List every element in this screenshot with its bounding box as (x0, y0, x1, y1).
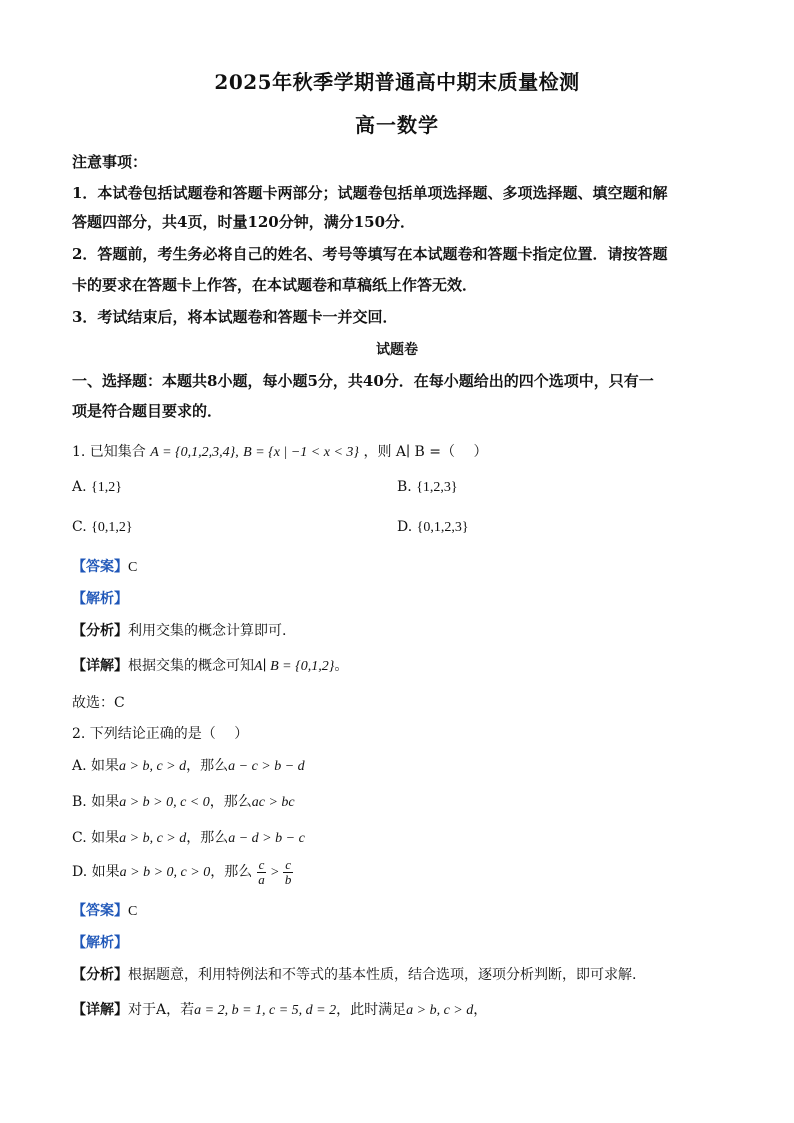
question-1-answer: 【答案】C (72, 559, 138, 575)
notice-2-line-1: 2．答题前，考生务必将自己的姓名、考号等填写在本试题卷和答题卡指定位置．请按答题 (72, 245, 668, 263)
notice-1-line-2: 答题四部分，共4页，时量120分钟，满分150分． (72, 213, 416, 231)
question-1-option-c: C. {0,1,2} (72, 519, 133, 535)
notice-2-line-2: 卡的要求在答题卡上作答，在本试题卷和草稿纸上作答无效． (72, 276, 478, 294)
question-2-analysis-label: 【解析】 (72, 935, 128, 951)
fraction-c-over-a: $\frac{c}{a}$ (258, 857, 265, 887)
question-1-set-a: A = {0,1,2,3,4} (150, 445, 236, 460)
question-2-option-b: B. 如果a > b > 0, c < 0，那么ac > bc (72, 794, 295, 810)
question-1-option-d: D. {0,1,2,3} (397, 519, 469, 535)
paper-label: 试题卷 (376, 342, 418, 358)
question-2-answer: 【答案】C (72, 903, 138, 919)
question-2: 2. 下列结论正确的是（ ） (72, 726, 249, 742)
question-2-fenxi: 【分析】根据题意，利用特例法和不等式的基本性质，结合选项，逐项分析判断，即可求解. (72, 967, 637, 983)
question-1-option-a: A. {1,2} (72, 479, 122, 495)
question-1-fenxi: 【分析】利用交集的概念计算即可. (72, 623, 287, 639)
section-heading-line-2: 项是符合题目要求的． (72, 402, 223, 420)
exam-title: 2025年秋季学期普通高中期末质量检测 (214, 70, 580, 94)
notice-heading: 注意事项： (72, 153, 148, 171)
question-2-option-c: C. 如果a > b, c > d，那么a − d > b − c (72, 830, 305, 846)
question-2-option-d: D. 如果a > b > 0, c > 0，那么 $\frac{c}{a}$ > $\frac{c}{b}$ (72, 857, 292, 887)
question-1-set-b: B = {x | −1 < x < 3} (243, 445, 359, 460)
fraction-c-over-b: $\frac{c}{b}$ (284, 857, 292, 887)
question-1-option-b: B. {1,2,3} (397, 479, 458, 495)
section-heading-line-1: 一、选择题：本题共8小题，每小题5分，共40分．在每小题给出的四个选项中，只有一 (72, 372, 654, 390)
question-2-option-a: A. 如果a > b, c > d，那么a − c > b − d (72, 758, 305, 774)
question-1-choice: 故选：C (72, 695, 125, 711)
question-2-detail: 【详解】对于A，若a = 2, b = 1, c = 5, d = 2，此时满足a > b, c > d， (72, 1002, 488, 1018)
exam-subject: 高一数学 (355, 113, 439, 137)
notice-1-line-1: 1．本试卷包括试题卷和答题卡两部分；试题卷包括单项选择题、多项选择题、填空题和解 (72, 184, 668, 202)
question-1-detail: 【详解】根据交集的概念可知A∣ B = {0,1,2}。 (72, 658, 349, 674)
question-1: 1. 已知集合 A = {0,1,2,3,4}, B = {x | −1 < x < 3} ，则 A∣ B =（ ） (72, 444, 488, 460)
notice-3-line-1: 3．考试结束后，将本试题卷和答题卡一并交回． (72, 308, 398, 326)
question-1-analysis-label: 【解析】 (72, 591, 128, 607)
